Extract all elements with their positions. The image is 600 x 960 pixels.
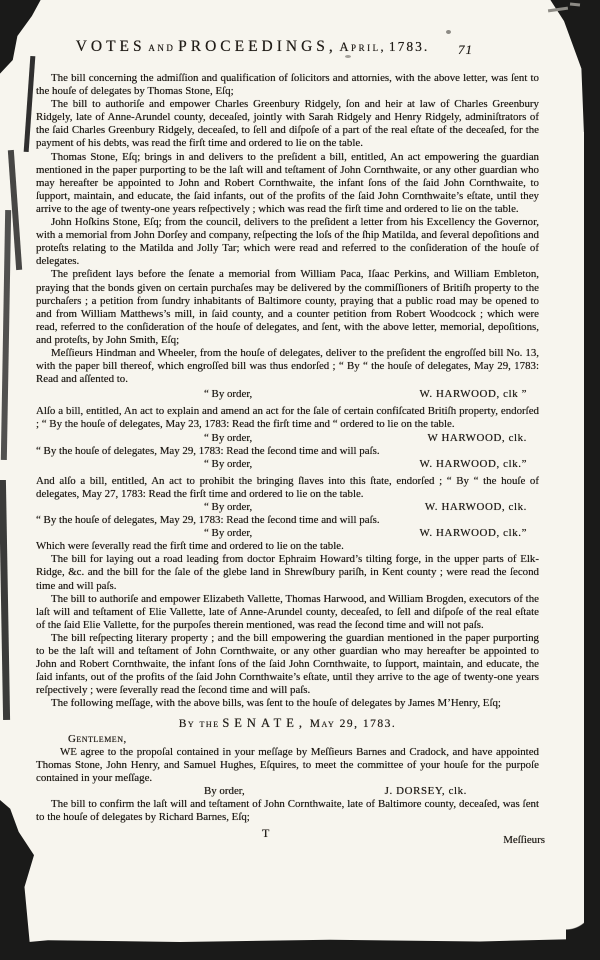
- header-title-votes: VOTES: [75, 38, 146, 55]
- paragraph-confiscated-property-bill: Alſo a bill, entitled, An act to explain and amend an act for the ſale of certain confiſcated Britiſh property, endorſed ; “ By the houſe of delegates, May 23, 1783: Read the firſt time and “ ordered to lie on the table.: [36, 405, 539, 431]
- header-title-month: April,: [339, 40, 387, 54]
- ink-speck: [446, 30, 451, 34]
- page-body: [36, 38, 545, 855]
- clerk-signature-harwood: W. HARWOOD, clk ”: [419, 388, 527, 401]
- paragraph-senate-memorials: The preſident lays before the ſenate a memorial from William Paca, Iſaac Perkins, and William Embleton, praying that the bonds given on certain purchaſes may be delivered by the commiſſioners of Britiſh property to the purchaſers ; a petition from ſundry inhabitants of Baltimore county, praying that a public road may be opened to and from William Matthews’s mill, in ſaid county, and a counter petition from Robert Woodcock ; which were read, referred to the conſideration of the houſe of delegates, and ſent, with the above letter, memorial, depoſitions, and proteſts, by John Smith, Eſq;: [36, 268, 539, 346]
- clerk-signature-harwood: W. HARWOOD, clk.”: [419, 457, 527, 470]
- paragraph-engrossed-bill-13: Meſſieurs Hindman and Wheeler, from the houſe of delegates, deliver to the preſident the engroſſed bill No. 13, with the paper bill thereof, which engroſſed bill was thus endorſed ; “ By “ the houſe of delegates, May 29, 1783: Read and aſſented to.: [36, 346, 539, 386]
- clerk-signature-dorsey: J. DORSEY, clk.: [384, 784, 467, 797]
- clerk-signature-harwood: W. HARWOOD, clk.: [424, 501, 527, 513]
- page-header: [36, 40, 539, 62]
- paragraph-ridgely-bill: The bill to authoriſe and empower Charles Greenbury Ridgely, ſon and heir at law of Charles Greenbury Ridgely, late of Anne-Arundel county, deceaſed, jointly with Sarah Ridgely and Henry Ridgely, adminiſtrators of the ſaid Charles Greenbury Ridgely, deceaſed, to ſell and diſpoſe of a part of the real eſtate of the deceaſed, for the payment of his debts, was read the firſt time and ordered to lie on the table.: [36, 98, 539, 150]
- senate-heading: [36, 717, 539, 731]
- by-order-line: [36, 458, 539, 471]
- paragraph-senate-message: WE agree to the propoſal contained in your meſſage by Meſſieurs Barnes and Cradock, and have appointed Thomas Stone, John Henry, and Samuel Hughes, Eſquires, to meet the committee of your houſe for the purpoſe contained in your meſſage.: [36, 745, 539, 784]
- by-order-line: [36, 388, 539, 401]
- paragraph-road-and-glebe-bills: The bill for laying out a road leading from doctor Ephraim Howard’s tilting forge, in the upper parts of Elk-Ridge, &c. and the bill for the ſale of the glebe land in Shrewſbury pariſh, in Kent county ; were read the ſecond time and will paſs.: [36, 553, 539, 592]
- scan-artifact-right-edge: [584, 0, 600, 946]
- senate-heading-prefix: By the: [178, 717, 220, 730]
- paragraph-literary-property-bills: The bill reſpecting literary property ; and the bill empowering the guardian mentioned in the paper purporting to be the laſt will and teſtament of John Cornthwaite, or any other guardian who may hereafter be appointed to John and Robert Cornthwaite, the infant ſons of the ſaid John Cornthwaite, to ſupport, maintain, and educate, the ſaid infants, out of the profits of the ſaid John Cornthwaite’s eſtate, until they arrive to the age of twenty-one years reſpectively ; were ſeverally read the ſecond time and will paſs.: [36, 631, 539, 697]
- by-order-line: [36, 785, 539, 798]
- by-order-line: [36, 432, 539, 445]
- header-title-year: 1783.: [388, 39, 430, 54]
- paragraph-message-sent: The following meſſage, with the above bills, was ſent to the houſe of delegates by James M’Henry, Eſq;: [51, 697, 501, 710]
- paragraph-vallette-bill: The bill to authoriſe and empower Elizabeth Vallette, Thomas Harwood, and William Brogden, executors of the laſt will and teſtament of Elie Vallette, late of Anne-Arundel county, deceaſed, to ſell and diſpoſe of the real eſtate of the ſaid Elie Vallette, for the purpoſes therein mentioned, was read the ſecond time and will not paſs.: [36, 592, 539, 631]
- by-order-label: “ By order,: [204, 431, 253, 444]
- clerk-signature-harwood: W. HARWOOD, clk.”: [419, 527, 527, 540]
- clerk-signature-harwood: W HARWOOD, clk.: [427, 431, 527, 444]
- by-order-label: “ By order,: [204, 501, 253, 513]
- by-order-label: “ By order,: [204, 457, 253, 470]
- printer-signature-mark: T: [262, 826, 270, 841]
- endorsement-line: “ By the houſe of delegates, May 29, 1783: Read the ſecond time and will paſs.: [36, 444, 380, 457]
- line-severally-read: Which were ſeverally read the firſt time and ordered to lie on the table.: [36, 540, 344, 553]
- paragraph-cornthwaite-will-bill: The bill to confirm the laſt will and teſtament of John Cornthwaite, late of Baltimore county, deceaſed, was ſent to the houſe of delegates by Richard Barnes, Eſq;: [36, 798, 539, 824]
- scan-artifact-bottom-edge: [0, 938, 600, 960]
- by-order-line: [36, 501, 539, 514]
- by-order-label: “ By order,: [204, 388, 253, 401]
- ink-speck: [345, 55, 351, 58]
- header-title-proceedings: PROCEEDINGS,: [178, 38, 337, 55]
- endorsement-line: “ By the houſe of delegates, May 29, 1783: Read the ſecond time and will paſs.: [36, 514, 380, 527]
- header-title-and: and: [148, 40, 176, 54]
- scan-artifact-left-streak: [0, 480, 10, 720]
- paragraph-solicitors-bill: The bill concerning the admiſſion and qualification of ſolicitors and attornies, with the above letter, was ſent to the houſe of delegates by Thomas Stone, Eſq;: [36, 72, 539, 98]
- gentlemen-salutation: Gentlemen,: [68, 732, 127, 745]
- scan-artifact-left-streak: [1, 210, 11, 460]
- scan-artifact-bottom-right-corner: [566, 902, 600, 946]
- page-number: 71: [458, 42, 473, 57]
- catchword: Meſſieurs: [503, 834, 545, 847]
- scan-artifact-bottom-left-blob: [0, 800, 34, 945]
- by-order-label: By order,: [204, 784, 245, 797]
- signature-row: [36, 826, 545, 855]
- scan-artifact-left-streak: [24, 56, 36, 152]
- senate-heading-word: SENATE,: [222, 715, 307, 730]
- by-order-line: [36, 527, 539, 540]
- by-order-label: “ By order,: [204, 527, 253, 540]
- senate-heading-date: May 29, 1783.: [309, 717, 397, 730]
- paragraph-slave-importation-bill: And alſo a bill, entitled, An act to prohibit the bringing ſlaves into this ſtate, endorſed ; “ By “ the houſe of delegates, May 27, 1783: Read the firſt time and ordered to lie on the table.: [36, 474, 539, 500]
- paragraph-governor-letter: John Hoſkins Stone, Eſq; from the council, delivers to the preſident a letter from his Excellency the Governor, with a memorial from John Dorſey and company, reſpecting the loſs of the ſhip Matilda, and ſeveral depoſitions and proteſts relating to the Matilda and Jolly Tar; which were read and referred to the conſideration of the houſe of delegates.: [36, 216, 539, 268]
- paragraph-cornthwaite-guardian-bill: Thomas Stone, Eſq; brings in and delivers to the preſident a bill, entitled, An act empowering the guardian mentioned in the paper purporting to be the laſt will and teſtament of John Cornthwaite, or any other guardian who may hereafter be appointed to John and Robert Cornthwaite, the infant ſons of the ſaid John Cornthwaite, to ſupport, maintain, and educate, the ſaid infants, out of the profits of the ſaid John Cornthwaite’s eſtate, until they arrive to the age of twenty-one years reſpectively ; which was read the firſt time and ordered to lie on the table.: [36, 150, 539, 215]
